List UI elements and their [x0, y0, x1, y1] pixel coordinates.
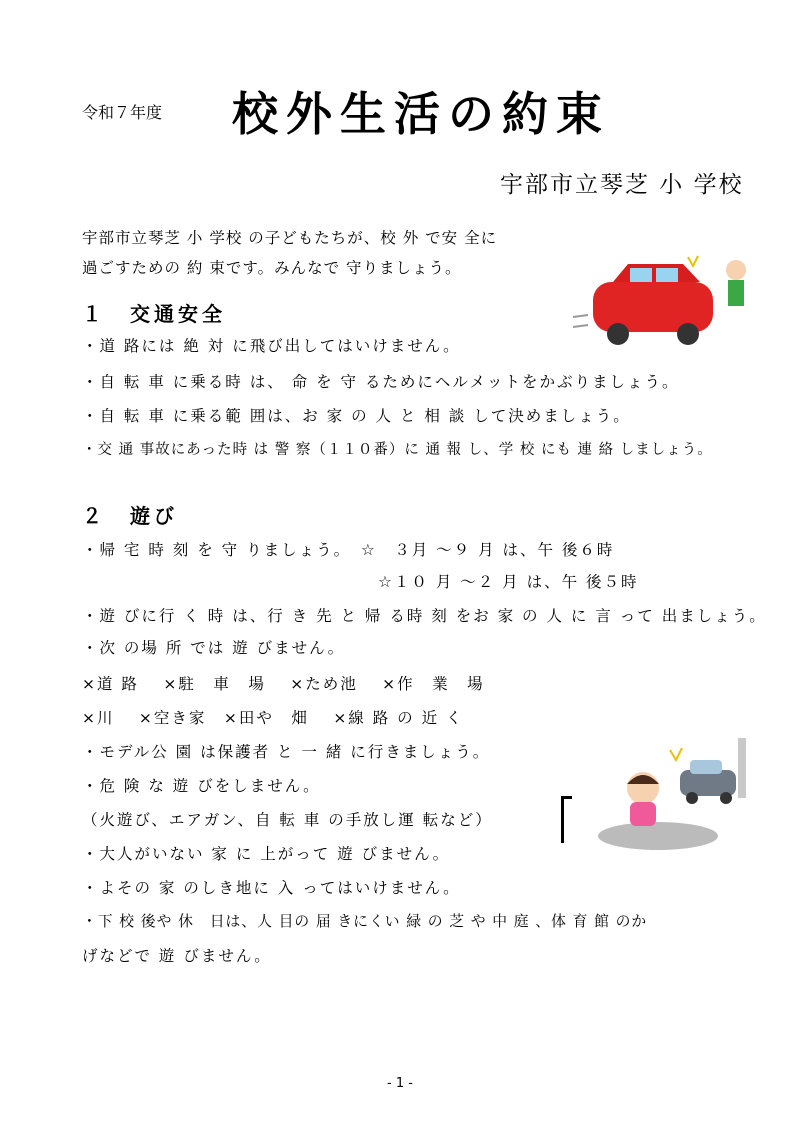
road-shadow: [598, 822, 718, 850]
section-2-item: ・モデル公 園 は保護者 と 一 緒 に行きましょう。: [82, 743, 491, 761]
section-2-item: （火遊び、エアガン、自 転 車 の手放し運 転など）: [82, 811, 493, 829]
section-2-item: ・下 校 後や 休 日は、人 目の 届 きにくい 緑 の 芝 や 中 庭 、体 育 館 のか: [82, 913, 648, 930]
intro-line-1: 宇部市立琴芝 小 学校 の子どもたちが、校 外 で安 全に: [82, 229, 498, 247]
car-wheel: [677, 323, 699, 345]
section-2-item: げなどで 遊 びません。: [82, 947, 272, 965]
page-number: - 1 -: [387, 1076, 413, 1091]
forbidden-places-2: ×川 ×空き家 ×田や 畑 ×線 路 の 近 く: [82, 709, 464, 727]
intro-line-2: 過ごすための 約 束です。みんなで 守りましょう。: [82, 259, 462, 277]
section-1-item: ・自 転 車 に乗る時 は、 命 を 守 るためにヘルメットをかぶりましょう。: [82, 373, 680, 391]
section-1-heading: １ 交通安全: [82, 302, 226, 326]
fiscal-year: 令和７年度: [82, 103, 163, 122]
section-1-item: ・自 転 車 に乗る範 囲は、お 家 の 人 と 相 談 して決めましょう。: [82, 407, 631, 425]
page-title: 校外生活の約束: [232, 87, 610, 141]
section-1-item: ・交 通 事故にあった時 は 警 察（１１０番）に 通 報 し、学 校 にも 連 絡 しましょう。: [82, 442, 713, 458]
school-name: 宇部市立琴芝 小 学校: [500, 172, 744, 198]
section-2-item: ・次 の場 所 では 遊 びません。: [82, 639, 346, 657]
section-2-item: ・遊 びに行 く 時 は、行 き 先 と 帰 る時 刻 をお 家 の 人 に 言 って 出ましょう。: [82, 607, 767, 625]
section-2-item: ・危 険 な 遊 びをしません。: [82, 777, 321, 795]
car-accident-illustration: [568, 252, 748, 352]
car-body: [593, 282, 713, 332]
car-wheel: [607, 323, 629, 345]
return-time-winter: ☆１０ 月 ～２ 月 は、午 後５時: [378, 573, 639, 591]
child-playing-illustration: [598, 738, 748, 850]
child-figure: [726, 260, 746, 280]
section-2-heading: ２ 遊び: [82, 504, 178, 528]
return-time-summer: ・帰 宅 時 刻 を 守 りましょう。 ☆ ３月 ～９ 月 は、午 後６時: [82, 541, 615, 559]
section-1-item: ・道 路には 絶 対 に飛び出してはいけません。: [82, 337, 461, 355]
bracket-mark: [561, 796, 572, 843]
section-2-item: ・よその 家 のしき地に 入 ってはいけません。: [82, 879, 461, 897]
section-2-item: ・大人がいない 家 に 上がって 遊 びません。: [82, 845, 451, 863]
forbidden-places-1: ×道 路 ×駐 車 場 ×ため池 ×作 業 場: [82, 675, 485, 693]
